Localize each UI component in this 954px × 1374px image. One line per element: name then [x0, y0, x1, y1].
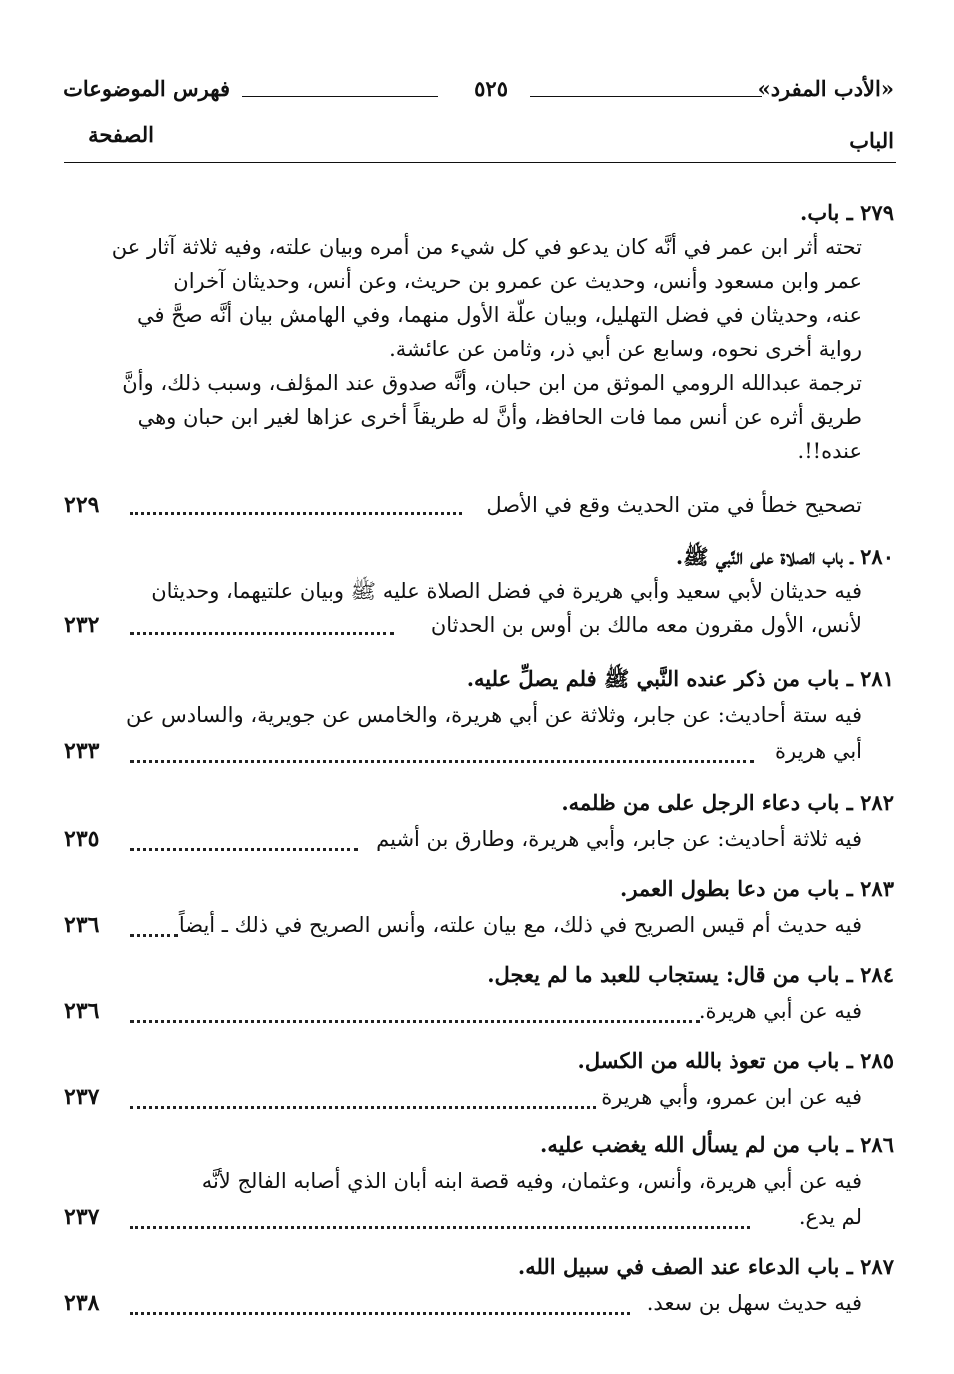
page-ref-287: ٢٣٨: [64, 1290, 100, 1316]
chapter-279-title: ٢٧٩ ـ باب.: [800, 200, 894, 225]
entry-279-line-1: تحته أثر ابن عمر في أنَّه كان يدعو في كل شيء من أمره وبيان علته، وفيه ثلاثة آثار عن: [111, 235, 862, 259]
page-ref-279: ٢٢٩: [64, 492, 100, 518]
entry-283-line-1: فيه حديث أم قيس الصريح في ذلك، مع بيان علته، وأنس الصريح في ذلك ـ أيضاً: [178, 913, 862, 937]
chapter-284-title: ٢٨٤ ـ باب من قال: يستجاب للعبد ما لم يعجل.: [487, 962, 894, 987]
leader-dots: [130, 1020, 700, 1023]
book-title: «الأدب المفرد»: [757, 76, 894, 101]
entry-279-line-4: رواية أخرى نحوه، وسابع عن أبي ذر، وثامن عن عائشة.: [389, 337, 862, 361]
page-ref-282: ٢٣٥: [64, 826, 100, 852]
entry-279-line-2: عمر وابن مسعود وأنس، وحديث عن عمرو بن حريث، وعن أنس، وحديثان آخران: [173, 269, 862, 293]
entry-285-line-1: فيه عن ابن عمرو، وأبي هريرة: [601, 1085, 862, 1109]
entry-280-line-2: لأنس، الأول مقرون معه مالك بن أوس بن الحدثان: [430, 613, 862, 637]
chapter-282-title: ٢٨٢ ـ باب دعاء الرجل على من ظلمه.: [561, 790, 894, 815]
entry-281-line-1: فيه ستة أحاديث: عن جابر، وثلاثة عن أبي هريرة، والخامس عن جويرية، والسادس عن: [125, 703, 862, 727]
entry-282-line-1: فيه ثلاثة أحاديث: عن جابر، وأبي هريرة، وطارق بن أشيم: [376, 827, 862, 851]
chapter-280-title: ٢٨٠ ـ باب الصلاة على النَّبي ﷺ.: [675, 544, 894, 569]
entry-280-line-1: فيه حديثان لأبي سعيد وأبي هريرة في فضل الصلاة عليه ﷺ وبيان علتيهما، وحديثان: [151, 579, 862, 603]
page-ref-284: ٢٣٦: [64, 998, 100, 1024]
page-ref-280: ٢٣٢: [64, 612, 100, 638]
page-ref-286: ٢٣٧: [64, 1204, 100, 1230]
header-rule-left: [242, 96, 438, 97]
entry-279-line-3: عنه، وحديثان في فضل التهليل، وبيان علّة الأول منهما، وفي الهامش بيان أنَّه صحَّ في: [137, 303, 862, 327]
leader-dots: [130, 848, 358, 851]
page-ref-283: ٢٣٦: [64, 912, 100, 938]
page-column-heading: الصفحة: [88, 122, 154, 147]
chapter-285-title: ٢٨٥ ـ باب من تعوذ بالله من الكسل.: [577, 1048, 894, 1073]
chapter-286-title: ٢٨٦ ـ باب من لم يسأل الله يغضب عليه.: [540, 1132, 894, 1157]
entry-286-line-1: فيه عن أبي هريرة، وأنس، وعثمان، وفيه قصة ابنه أبان الذي أصابه الفالج لأنَّه: [201, 1169, 862, 1193]
leader-dots: [130, 934, 178, 937]
page-ref-281: ٢٣٣: [64, 738, 100, 764]
leader-dots: [130, 760, 754, 763]
entry-279-line-8: تصحيح خطأ في متن الحديث وقع في الأصل: [486, 493, 862, 517]
leader-dots: [130, 1312, 630, 1315]
chapter-283-title: ٢٨٣ ـ باب من دعا بطول العمر.: [620, 876, 894, 901]
entry-279-line-5: ترجمة عبدالله الرومي الموثق من ابن حبان، وأنَّه صدوق عند المؤلف، وسبب ذلك، وأنَّ: [122, 371, 862, 395]
chapter-287-title: ٢٨٧ ـ باب الدعاء عند الصف في سبيل الله.: [517, 1254, 894, 1279]
page-number: ٥٢٥: [474, 76, 508, 101]
chapter-column-heading: الباب: [849, 128, 894, 153]
section-title: فهرس الموضوعات: [63, 76, 230, 101]
leader-dots: [130, 1106, 596, 1109]
header-rule-right: [530, 96, 762, 97]
leader-dots: [130, 512, 462, 515]
leader-dots: [130, 632, 394, 635]
page-ref-285: ٢٣٧: [64, 1084, 100, 1110]
entry-284-line-1: فيه عن أبي هريرة.: [698, 999, 862, 1023]
header-divider: [64, 162, 896, 163]
chapter-281-title: ٢٨١ ـ باب من ذكر عنده النَّبي ﷺ فلم يصلِّ عليه.: [466, 666, 894, 691]
entry-287-line-1: فيه حديث سهل بن سعد.: [646, 1291, 862, 1315]
entry-286-line-2: لم يدع.: [798, 1205, 862, 1229]
entry-279-line-7: عنده!!.: [797, 439, 862, 463]
leader-dots: [130, 1226, 750, 1229]
entry-279-line-6: طريق أثره عن أنس مما فات الحافظ، وأنَّ له طريقاً أخرى عزاها لغير ابن حبان وهي: [137, 405, 862, 429]
entry-281-line-2: أبي هريرة: [775, 739, 862, 763]
